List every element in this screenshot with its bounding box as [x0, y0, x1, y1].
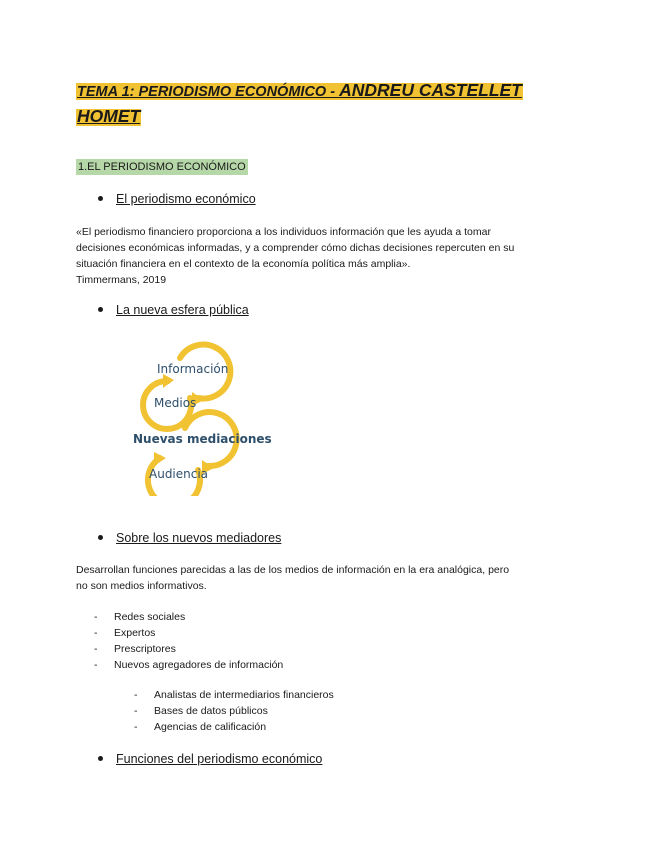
label-nuevas-mediaciones: Nuevas mediaciones: [133, 432, 272, 446]
mediation-cycle-diagram: [130, 336, 270, 496]
list-item: [94, 625, 283, 641]
list-item-text: Bases de datos públicos: [154, 705, 268, 717]
quote-paragraph: [76, 224, 576, 288]
arrow-head-4: [154, 452, 166, 466]
title-part-2: ANDREU CASTELLET HOMET: [77, 80, 522, 126]
bullet-text: Funciones del periodismo económico: [116, 752, 323, 766]
bullet-text: La nueva esfera pública: [116, 303, 249, 317]
document-title: [76, 78, 546, 130]
paragraph-line: no son medios informativos.: [76, 580, 207, 592]
list-item-text: Agencias de calificación: [154, 721, 267, 733]
list-item: [134, 687, 334, 703]
arrow-head-2: [163, 374, 174, 388]
label-medios: Medios: [154, 396, 197, 410]
mediadores-paragraph: [76, 562, 576, 594]
paragraph-line: Desarrollan funciones parecidas a las de los medios de información en la era analógica, pero: [76, 564, 510, 576]
list-item-text: Nuevos agregadores de información: [114, 659, 284, 671]
bullet-text: Sobre los nuevos mediadores: [116, 531, 282, 545]
quote-line: situación financiera en el contexto de la economía política más amplia».: [76, 258, 411, 270]
dash-marker: -: [134, 705, 138, 717]
mediadores-list: [94, 609, 283, 673]
dash-marker: -: [94, 611, 98, 623]
dash-marker: -: [94, 643, 98, 655]
section-heading: 1.EL PERIODISMO ECONÓMICO: [78, 161, 246, 173]
bullet-dot-icon: [98, 196, 103, 201]
bullet-periodismo-economico: [98, 191, 256, 207]
bullet-dot-icon: [98, 756, 103, 761]
bullet-text: El periodismo económico: [116, 192, 256, 206]
label-informacion: Información: [157, 362, 229, 376]
list-item: [134, 719, 334, 735]
dash-marker: -: [94, 659, 98, 671]
list-item: [94, 609, 283, 625]
list-item-text: Analistas de intermediarios financieros: [154, 689, 334, 701]
quote-line: decisiones económicas informadas, y a comprender cómo dichas decisiones repercuten en su: [76, 242, 515, 254]
list-item: [94, 657, 283, 673]
dash-marker: -: [134, 721, 138, 733]
bullet-funciones: [98, 751, 322, 767]
quote-author: Timmermans, 2019: [76, 274, 167, 286]
list-item-text: Expertos: [114, 627, 156, 639]
dash-marker: -: [94, 627, 98, 639]
list-item: [134, 703, 334, 719]
dash-marker: -: [134, 689, 138, 701]
title-part-1: TEMA 1: PERIODISMO ECONÓMICO -: [77, 84, 340, 100]
list-item: [94, 641, 283, 657]
bullet-dot-icon: [98, 307, 103, 312]
label-audiencia: Audiencia: [149, 467, 209, 481]
bullet-nuevos-mediadores: [98, 530, 281, 546]
title-highlight: [76, 80, 523, 126]
list-item-text: Redes sociales: [114, 611, 186, 623]
quote-line: «El periodismo financiero proporciona a los individuos información que les ayuda a tomar: [76, 226, 491, 238]
bullet-dot-icon: [98, 535, 103, 540]
bullet-esfera-publica: [98, 302, 249, 318]
agregadores-sublist: [134, 687, 334, 735]
list-item-text: Prescriptores: [114, 643, 176, 655]
